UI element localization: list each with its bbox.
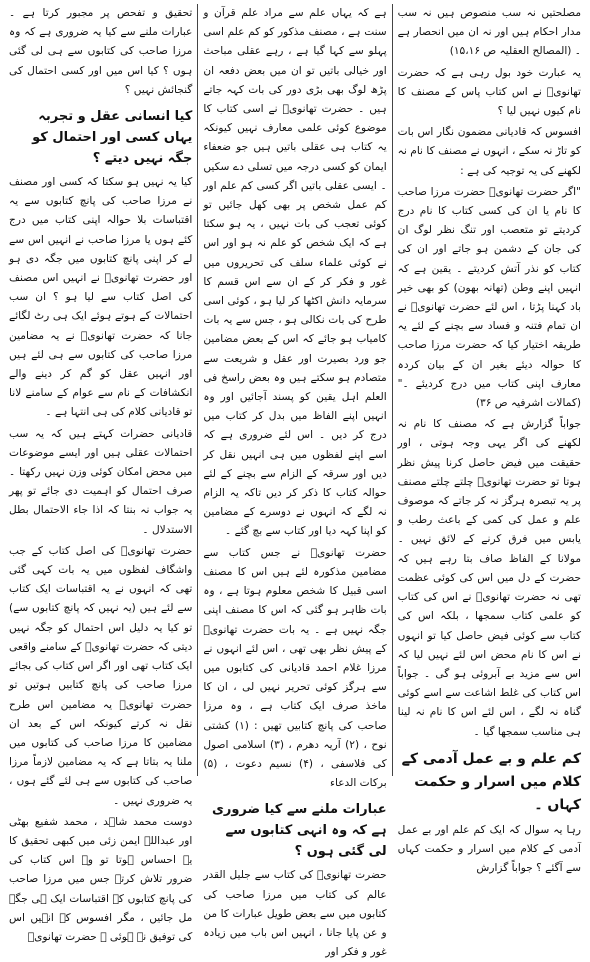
paragraph: رہا یہ سوال کہ ایک کم علم اور بے عمل آدمی کے کلام میں اسرار و حکمت کہاں سے آگئے ؟ جواباً گزارش (397, 823, 581, 875)
paragraph: حضرت تھانویؒ کی اصل کتاب کے جب واشگاف لفظوں میں یہ بات کہی گئی تھی کہ انہوں نے یہ اقتباسات ایک کتاب سے لئے ہیں (یہ نہیں کہ پانچ کتابوں سے) تو کیا یہ دلیل اس احتمال کو جگہ نہیں دیتی کہ حضرت تھانویؒ کے سامنے واقعی ایک کتاب تھی اور اگر اس کتاب کی بجائے مرزا صاحب کی پانچ کتابیں ہوتیں تو حضرت تھانویؒ یہ مضامین اس طرح نقل نہ کرتے کیونکہ اس کے بعد ان مضامین کا مرزا صاحب کی کتابوں میں ملنا یہ بتاتا ہے کہ یہ مضامین لازماً مرزا صاحب کی کتابوں سے ہی لئے گئے ہوں ، یہ ضروری نہیں ۔ (9, 544, 193, 807)
paragraph: حضرت تھانویؒ نے جس کتاب سے مضامین مذکورہ لئے ہیں اس کا مصنف اسی قبیل کا شخص معلوم ہوتا ہے ، وہ بات ظاہر ہو گئی کہ اس کا مصنف اپنی جگہ نہیں ہے ۔ یہ بات حضرت تھانویؒ کے پیش نظر بھی تھی ، اس لئے انہوں نے مرزا غلام احمد قادیانی کی کتابوں میں سے ہرگز کوئی تحریر نہیں لی ، ان کا ماخذ صرف ایک کتاب ہے ، وہ مرزا صاحب کی پانچ کتابیں تھیں : (۱) کشتی نوح ، (۲) آریہ دھرم ، (۳) اسلامی اصول کی فلاسفی ، (۴) نسیم دعوت ، (۵) برکات الدعاء (203, 546, 387, 790)
paragraph: قادیانی حضرات کہتے ہیں کہ یہ سب احتمالات عقلی ہیں اور ایسے موضوعات میں محض امکان کوئی وزن نہیں رکھتا ۔ صرف احتمال کو اہمیت دی جائے تو پھر یہ جواب نہ بنتا کہ اذا جاء الاحتمال بطل الاستدلال ۔ (9, 427, 193, 536)
text-column-2 (197, 4, 391, 959)
section-heading: کم علم و بے عمل آدمی کے کلام میں اسرار و حکمت کہاں ۔ (401, 750, 581, 813)
paragraph: یہ عبارت خود بول رہی ہے کہ حضرت تھانویؒ نے اس کتاب پاس کے مصنف کا نام کیوں نہیں لیا ؟ (397, 66, 581, 118)
paragraph: جواباً گزارش ہے کہ مصنف کا نام نہ لکھنے کی اگر یہی وجہ ہوتی ، اور حقیقت میں فیض حاصل کرنا پیش نظر ہوتا تو حضرت تھانویؒ چلتے چلتے مصنف پر یہ تبصرہ ہرگز نہ کر جاتے کہ موصوف علم و عمل کی کمی کے باعث رطب و یابس میں فرق کرنے کے لائق نہیں ۔ مولانا کے الفاظ صاف بتا رہے ہیں کہ حضرت کے دل میں اس کی کوئی عظمت تھی نہ حضرت تھانویؒ نے اس کی کتاب کو علمی کتاب سمجھا ، بلکہ اس کی کتاب سے کوئی فیض حاصل کیا تو انہوں نے اس کا نام محض اس لئے نہیں لیا کہ اس سے مزید بے آبروئی ہو گی ۔ جواباً اس کتاب کی غلط اشاعت سے اسے کوئی گناہ نہ لگے ، اس لئے اس کا نام نہ لینا ہی مناسب سمجھا گیا ۔ (397, 418, 581, 738)
section-heading: کیا انسانی عقل و تجربہ یہاں کسی اور احتمال کو جگہ نہیں دیتے ؟ (32, 109, 193, 167)
paragraph: ہے کہ یہاں علم سے مراد علم قرآن و سنت ہے ، مصنف مذکور کو کم علم اسی پہلو سے کہا گیا ہے ، رہے عقلی مباحث اور خیالی باتیں تو ان میں بعض دفعہ ان پڑھ لوگ بھی بڑی دور کی بات کہہ جاتے ہیں ۔ حضرت تھانویؒ نے اسی کتاب کا موضوع کوئی علمی معارف نہیں کیونکہ یہ کتاب ہی عقلی باتیں ہیں جو ضعفاء ایمان کو کسی درجہ میں تسلی دے سکیں ۔ ایسی عقلی باتیں اگر کسی کم علم اور کم عمل شخص پر بھی کھل جائیں تو کوئی تعجب کی بات نہیں ، یہ ہو سکتا ہے کہ ایک شخص کو علم نہ ہو اور اس نے کوئی علماء سلف کی تحریروں میں غور و فکر کر کے ان سے اس قسم کا سرمایہ دانش اکٹھا کر لیا ہو ، کوئی اسی طرح کی بات نکالی ہو ، جس سے یہ بات کامیاب ہو جائے کہ اس کے بعض مضامین جو ورد بصیرت اور عقل و شریعت سے متصادم ہو سکتے ہیں وہ بعض راسخ فی العلم اہل یقین کو پسند آجائیں اور وہ انہیں اپنے الفاظ میں بدل کر کتاب میں درج کر دیں ۔ اس لئے ضروری ہے کہ اسے اپنے لفظوں میں ہی انہیں نقل کر دیں اور سرقہ کے الزام سے بچنے کے لئے حوالہ کتاب کا ذکر کر دیں تاکہ یہ الزام نہ لگے کہ انہوں نے دوسرے کے مضامین کو اپنا کہہ دیا اور کتاب سے بچ گئے ۔ (203, 7, 387, 538)
section-heading: عبارات ملنے سے کیا ضروری ہے کہ وہ انہی کتابوں سے لی گئی ہوں ؟ (211, 802, 387, 860)
paragraph: کیا یہ نہیں ہو سکتا کہ کسی اور مصنف نے مرزا صاحب کی پانچ کتابوں سے یہ اقتباسات بلا حوالہ اپنی کتاب میں درج کئے ہوں یا مرزا صاحب نے انہیں اس سے لے کر اپنی پانچ کتابوں میں جگہ دی ہو اور حضرت تھانویؒ نے انہیں اس مصنف کی اصل کتاب سے لیا ہو ؟ ان سب احتمالات کے ہوتے ہوئے ایک ہی رٹ لگائے جانا کہ حضرت تھانویؒ نے یہ مضامین مرزا صاحب کی کتابوں سے ہی لئے ہیں اور انہیں عقل کو گم کر دینے والے انکشافات کے نام سے عوام کے سامنے لانا تو قادیانی کلام کی ہی انتہا ہے ۔ (9, 176, 193, 419)
paragraph: مصلحتیں نہ سب منصوص ہیں نہ سب مدار احکام ہیں اور نہ ان میں انحصار ہے ۔ (المصالح العقلیہ ص ۱۵،۱۶) (397, 7, 581, 58)
paragraph: دوست محمد شاہد ، محمد شفیع بھٹی اور عبداللہ ایمن زئی میں کبھی تحقیق کا یہ احساس ہوتا تو وہ اس کتاب کی ضرور تلاش کرتے جس میں مرزا صاحب کی پانچ کتابوں کے اقتباسات ایک ہی جگہ مل جائیں ، مگر افسوس کہ انہیں اس کی توفیق نہ ہوئی ۔ حضرت تھانویؒ (9, 815, 193, 943)
paragraph: حضرت تھانویؒ کی کتاب سے جلیل القدر عالم کی کتاب میں مرزا صاحب کی کتابوں میں سے بعض طویل عبارات کا من و عن پایا جانا ، انہیں اس باب میں زیادہ غور و فکر اور (203, 869, 387, 959)
text-column-1 (392, 4, 586, 875)
paragraph: افسوس کہ قادیانی مضمون نگار اس بات کو تاڑ نہ سکے ، انہوں نے مصنف کا نام نہ لکھنے کی یہ توجیہ کی ہے : (397, 126, 581, 177)
text-column-3 (4, 4, 197, 943)
paragraph: تحقیق و تفحص پر مجبور کرتا ہے ۔ عبارات ملنے سے کیا یہ ضروری ہے کہ وہ مرزا صاحب کی کتابوں سے ہی لی گئی ہوں ؟ کیا اس میں اور کسی احتمال کی گنجائش نہیں ؟ (9, 7, 193, 96)
paragraph: "اگر حضرت تھانویؒ حضرت مرزا صاحب کا نام یا ان کی کسی کتاب کا نام درج کردیتے تو متعصب اور تنگ نظر لوگ ان کی جان کے دشمن ہو جاتے اور ان کی کتاب کو نذر آتش کردیتے ۔ یقین ہے کہ انہیں اپنے وطن (تھانہ بھون) کو بھی خیر باد کہنا پڑتا ، اس لئے حضرت تھانویؒ نے ان تمام فتنہ و فساد سے بچنے کے لئے یہ طریقہ اختیار کیا کہ حضرت مرزا صاحب کا حوالہ دیئے بغیر ان کے بیان کردہ معارف اپنی کتاب میں درج کردیئے ۔" (کمالات اشرفیہ ص ۳۶) (397, 185, 581, 410)
